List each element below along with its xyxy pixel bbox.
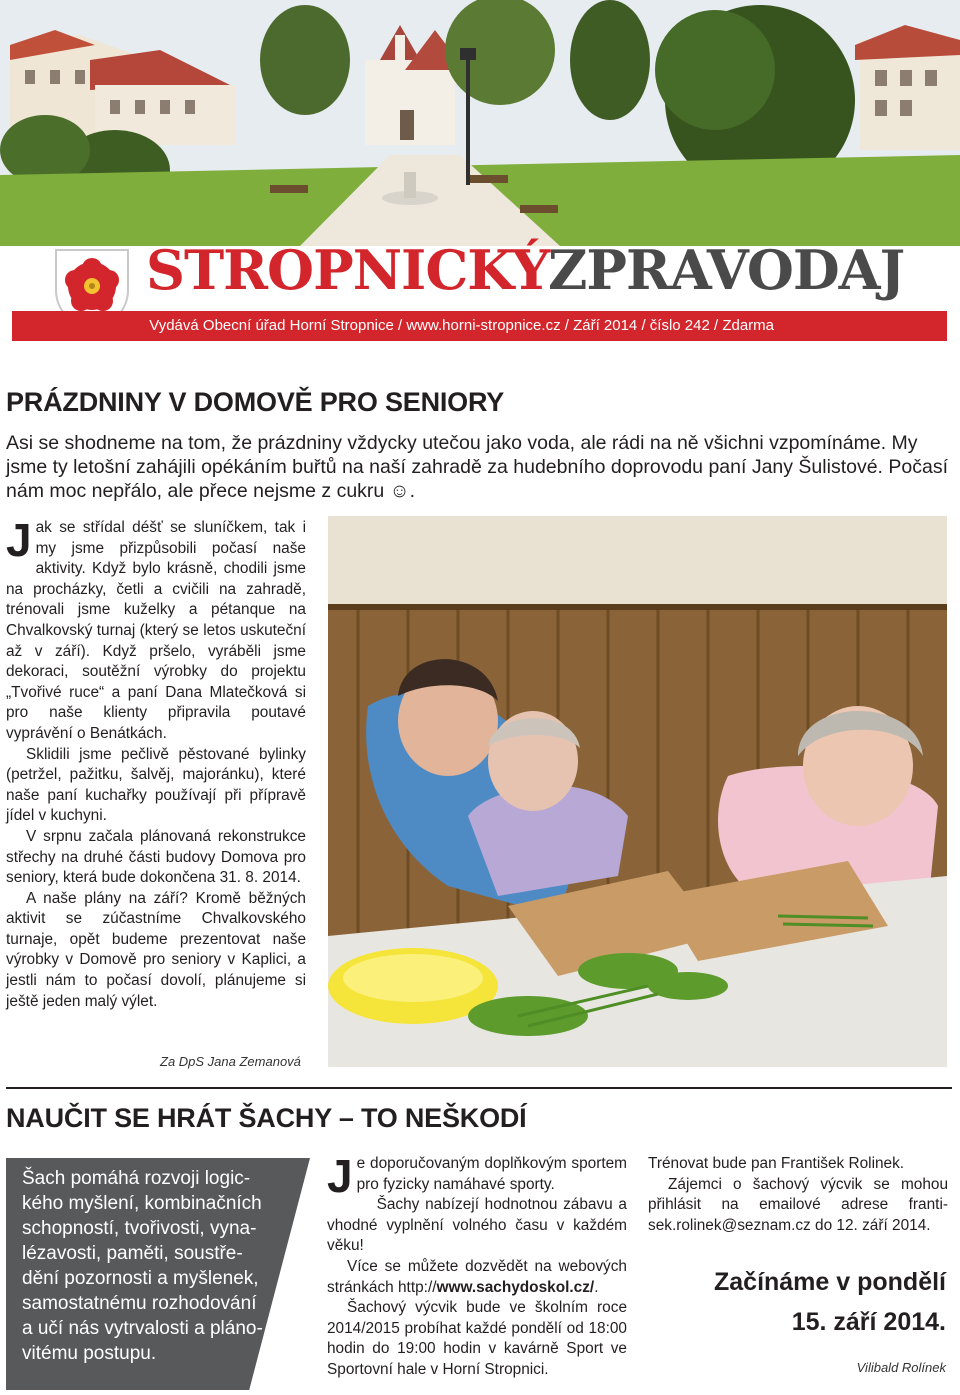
chess-benefits-line: vitému postupu. <box>22 1343 157 1364</box>
article2-paragraph: Zájemci o šachový výcvik se mohou přihlásit na emailové adrese franti-sek.rolinek@seznam.cz do 12. září 2014. <box>648 1175 948 1234</box>
masthead-photo <box>0 0 960 246</box>
article2-dropcap: J <box>327 1150 353 1202</box>
article1-paragraph: V srpnu začala plánovaná rekonstrukce střechy na druhé části budovy Domova pro seniory, která bude dokončena 31. 8. 2014. <box>6 827 306 887</box>
chess-website-link[interactable]: www.sachydoskol.cz/ <box>436 1278 595 1296</box>
section-divider <box>6 1087 952 1089</box>
start-announcement-line1: Začínáme v pondělí <box>713 1268 946 1296</box>
article2-body-col1 <box>327 1150 627 1381</box>
article2-body-col2 <box>648 1154 948 1236</box>
article2-paragraph: Trénovat bude pan František Rolinek. <box>648 1155 905 1172</box>
article1-lead: Asi se shodneme na tom, že prázdniny vždycky utečou jako voda, ale rádi na ně všichni vzpomínáme. My jsme ty letošní zahájili opékáním buřtů na naší zahradě za hudebního doprovodu paní Jany Šulistové. Počasí nám moc nepřálo, ale přece nejsme z cukru ☺. <box>6 432 948 502</box>
chess-benefits-line: kého myšlení, kombinačních <box>22 1193 262 1214</box>
article1-heading: PRÁZDNINY V DOMOVĚ PRO SENIORY <box>6 387 505 417</box>
article1-signature: Za DpS Jana Zemanová <box>160 1054 301 1069</box>
article1-paragraph: Jak se střídal déšť se sluníčkem, tak i my jsme přizpůsobili počasí naše aktivity. Když bylo krásně, chodili jsme na procházky, četli a cvičili na zahradě, trénovali jsme kuželky a pétanque na Chvalkovský turnaj (který se letos uskuteční až v září). Když pršelo, vyráběli jsme dekoraci, soutěžní výrobky do projektu „Tvořivé ruce“ a paní Dana Mlatečková si pro naše klienty připravila poutavé vyprávění o Benátkách. <box>6 514 306 742</box>
chess-benefits-line: a učí nás vytrvalosti a pláno- <box>22 1318 263 1339</box>
chess-benefits-line: Šach pomáhá rozvoji logic- <box>22 1168 251 1189</box>
article2-heading: NAUČIT SE HRÁT ŠACHY – TO NEŠKODÍ <box>6 1103 527 1133</box>
chess-benefits-text <box>22 1166 294 1366</box>
masthead-title-dark: ZPRAVODAJ <box>548 238 905 302</box>
article1-paragraph: A naše plány na září? Kromě běžných aktivit se zúčastníme Chvalkovského turnaje, opět budeme prezentovat naše výrobky v Domově pro seniory v Kaplici, a jestli nám to počasí dovolí, plánujeme si ještě jeden malý výlet. <box>6 889 306 1010</box>
start-announcement-line2: 15. září 2014. <box>791 1308 946 1336</box>
article2-signature: Vilibald Rolínek <box>856 1360 946 1375</box>
seniors-herbs-photo <box>328 516 947 1067</box>
masthead-ribbon-text: Vydává Obecní úřad Horní Stropnice / www.horni-stropnice.cz / Září 2014 / číslo 242 / Zdarma <box>149 317 774 334</box>
article2-paragraph: Šachový výcvik bude ve školním roce 2014/2015 probíhat každé pondělí od 18:00 hodin do 19:00 hodin v kavárně Sport ve Sportovní hale v Horní Stropnici. <box>327 1299 627 1378</box>
article1-body <box>6 514 306 1012</box>
article2-paragraph: Více se můžete dozvědět na webových stránkách http://www.sachydoskol.cz/. <box>327 1257 627 1296</box>
chess-benefits-line: dění pozornosti a myšlenek, <box>22 1268 259 1289</box>
article2-paragraph: Je doporučovaným doplňkovým sportem pro fyzicky namáhavé sporty. <box>327 1150 627 1202</box>
chess-benefits-line: samostatnému rozhodování <box>22 1293 257 1314</box>
article2-paragraph: Šachy nabízejí hodnotnou zábavu a vhodné vyplnění volného času v každém věku! <box>327 1196 627 1255</box>
article1-dropcap: J <box>6 514 32 566</box>
chess-benefits-line: lézavosti, paměti, soustře- <box>22 1243 243 1264</box>
chess-benefits-line: schopností, tvořivosti, vyna- <box>22 1218 257 1239</box>
masthead-title-red: STROPNICKÝ <box>146 238 550 302</box>
article1-paragraph: Sklidili jsme pečlivě pěstované bylinky (petržel, pažitku, šalvěj, majoránku), které naše paní kuchařky používají při přípravě jídel v kuchyni. <box>6 745 306 825</box>
